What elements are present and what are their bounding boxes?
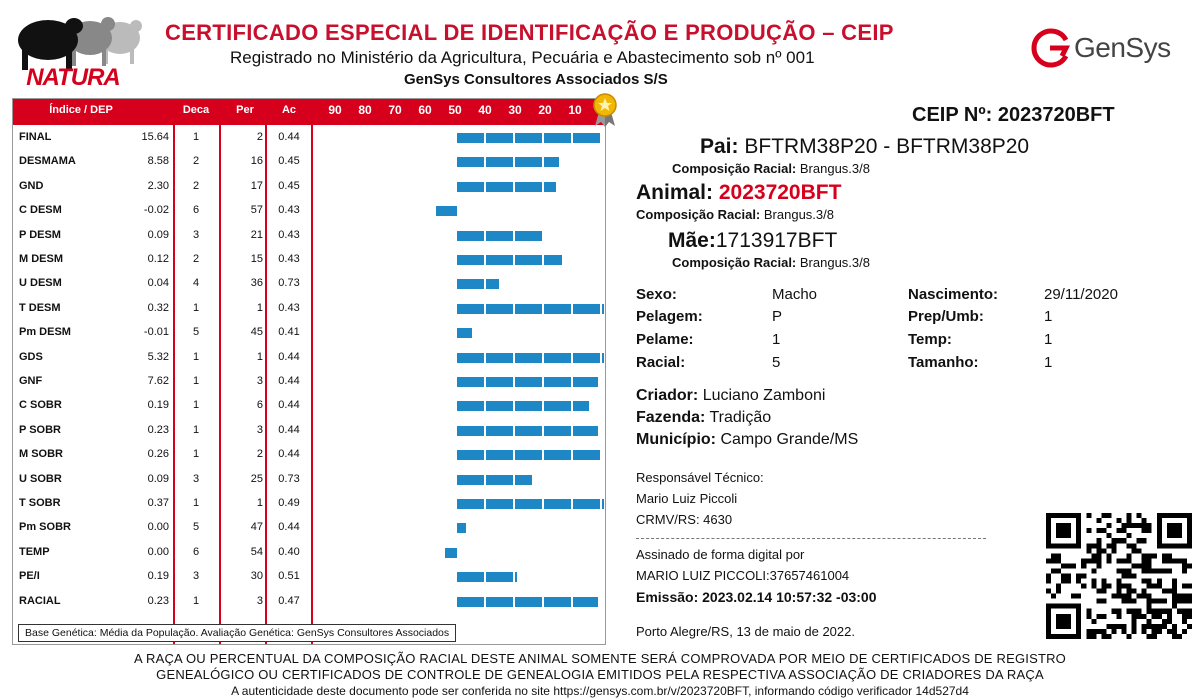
deca-value: 1: [192, 497, 200, 509]
ac-value: 0.44: [278, 131, 300, 143]
per-value: 1: [256, 497, 263, 509]
ac-value: 0.44: [278, 448, 300, 461]
deca-value: 3: [192, 570, 200, 583]
temp-label: Temp:: [908, 331, 952, 348]
col-deca: Deca: [182, 104, 210, 116]
dep-value: -0.01: [143, 326, 169, 339]
table-row: [13, 272, 605, 296]
footer-line-1: A RAÇA OU PERCENTUAL DA COMPOSIÇÃO RACIAL DESTE ANIMAL SOMENTE SERÁ COMPROVADA POR MEIO DE CERTIFICADOS DE REGISTRO: [134, 651, 1066, 666]
deca-value: 2: [192, 253, 200, 265]
table-row: [13, 590, 605, 614]
deca-value: 4: [192, 277, 200, 290]
deca-value: 1: [192, 301, 200, 314]
per-value: 36: [250, 277, 263, 290]
index-name: TEMP: [19, 545, 50, 558]
nascimento-value: 29/11/2020: [1044, 286, 1118, 303]
signed-line: Assinado de forma digital por: [636, 547, 805, 562]
dep-value: 0.00: [147, 521, 169, 534]
per-value: 1: [256, 350, 263, 363]
dep-value: 0.26: [147, 448, 169, 461]
scale-label: 70: [388, 103, 402, 117]
mae-comp-value: Brangus.3/8: [799, 255, 870, 270]
index-name: DESMAMA: [19, 155, 76, 168]
percentile-bar: [457, 328, 472, 338]
municipio-value: Campo Grande/MS: [720, 431, 859, 448]
table-row: [13, 468, 605, 492]
dep-value: 0.37: [147, 497, 169, 509]
table-row: [13, 126, 605, 150]
ac-value: 0.43: [278, 253, 300, 265]
deca-value: 1: [192, 399, 200, 412]
index-name: P SOBR: [19, 423, 61, 436]
ac-value: 0.45: [278, 155, 300, 168]
comp-label: Composição Racial:: [672, 161, 797, 176]
dep-value: 0.09: [147, 228, 169, 241]
ac-value: 0.49: [278, 497, 300, 509]
scale-label: 20: [538, 103, 552, 117]
table-row: [13, 492, 605, 516]
index-name: M SOBR: [19, 448, 63, 461]
table-row: [13, 370, 605, 394]
per-value: 47: [250, 521, 263, 534]
animal-composition: [636, 207, 834, 222]
per-value: 6: [256, 399, 263, 412]
company-name: GenSys Consultores Associados S/S: [404, 71, 668, 88]
percentile-bar: [457, 475, 532, 485]
dep-value: 0.19: [147, 399, 169, 412]
ac-value: 0.44: [278, 375, 300, 387]
sexo-label: Sexo:: [636, 286, 677, 303]
ac-value: 0.73: [278, 472, 300, 485]
percentile-bar: [457, 401, 589, 411]
municipio-label: Município:: [636, 431, 716, 448]
percentile-bar: [457, 426, 598, 436]
deca-value: 1: [192, 350, 200, 363]
index-name: U DESM: [19, 277, 62, 290]
ac-value: 0.43: [278, 301, 300, 314]
registration-line: Registrado no Ministério da Agricultura, Pecuária e Abastecimento sob nº 001: [230, 48, 815, 67]
criador-line: [636, 387, 825, 405]
per-value: 3: [256, 375, 263, 387]
mae-line: [668, 229, 837, 253]
pai-line: [700, 135, 1029, 159]
percentile-bar: [457, 304, 604, 314]
deca-value: 2: [192, 179, 200, 192]
index-name: M DESM: [19, 253, 63, 265]
racial-value: 5: [772, 354, 781, 371]
percentile-bar: [436, 206, 457, 216]
col-per: Per: [236, 104, 254, 116]
deca-value: 1: [192, 375, 200, 387]
nascimento-label: Nascimento:: [908, 286, 999, 303]
index-name: Pm SOBR: [19, 521, 71, 534]
temp-value: 1: [1044, 331, 1053, 348]
mae-label: Mãe:: [668, 229, 716, 252]
municipio-line: [636, 431, 858, 449]
deca-value: 3: [192, 472, 200, 485]
deca-value: 3: [192, 228, 200, 241]
per-value: 57: [250, 204, 263, 217]
dep-value: 0.19: [147, 570, 169, 583]
deca-value: 1: [192, 448, 200, 461]
deca-value: 5: [192, 326, 200, 339]
table-row: [13, 516, 605, 540]
index-name: GDS: [19, 350, 43, 363]
place-date: Porto Alegre/RS, 13 de maio de 2022.: [636, 624, 855, 639]
percentile-bar: [457, 597, 598, 607]
per-value: 25: [250, 472, 263, 485]
ac-value: 0.44: [278, 423, 300, 436]
natura-logo: [8, 4, 143, 92]
fazenda-label: Fazenda:: [636, 409, 706, 426]
dep-value: 15.64: [141, 131, 169, 143]
percentile-bar: [457, 523, 466, 533]
footer-line-2: GENEALÓGICO OU CERTIFICADOS DE CONTROLE DE GENEALOGIA EMITIDOS PELA RESPECTIVA ASSOCIAÇÃO DE CRIADORES DA RAÇA: [156, 667, 1044, 682]
per-value: 3: [256, 423, 263, 436]
mae-composition: [672, 255, 870, 270]
per-value: 2: [256, 448, 263, 461]
ac-value: 0.43: [278, 228, 300, 241]
index-name: U SOBR: [19, 472, 62, 485]
base-genetica-note: Base Genética: Média da População. Avaliação Genética: GenSys Consultores Associados: [18, 624, 456, 642]
prep-label: Prep/Umb:: [908, 308, 984, 325]
scale-label: 90: [328, 103, 342, 117]
index-name: Pm DESM: [19, 326, 71, 339]
ac-value: 0.45: [278, 179, 300, 192]
deca-value: 6: [192, 204, 200, 217]
percentile-bar: [457, 450, 601, 460]
dep-value: 0.23: [147, 594, 169, 607]
table-row: [13, 419, 605, 443]
col-ac: Ac: [281, 104, 297, 116]
sexo-value: Macho: [772, 286, 818, 303]
dep-value: 0.12: [147, 253, 169, 265]
percentile-bar: [457, 377, 598, 387]
table-row: [13, 224, 605, 248]
gensys-logo: [1028, 24, 1198, 72]
table-header: [13, 99, 605, 125]
per-value: 54: [250, 545, 263, 558]
fazenda-value: Tradição: [709, 409, 772, 426]
table-row: [13, 565, 605, 589]
per-value: 16: [250, 155, 263, 168]
qr-code: [1046, 512, 1192, 640]
tamanho-value: 1: [1044, 354, 1053, 371]
percentile-bar: [457, 353, 604, 363]
table-row: [13, 394, 605, 418]
responsavel-name: Mario Luiz Piccoli: [636, 491, 738, 506]
dep-value: 0.32: [147, 301, 169, 314]
scale-label: 60: [418, 103, 432, 117]
prep-value: 1: [1044, 308, 1053, 325]
dep-value: 0.23: [147, 423, 169, 436]
animal-comp-value: Brangus.3/8: [763, 207, 834, 222]
index-name: PE/I: [19, 570, 40, 583]
table-row: [13, 297, 605, 321]
table-row: [13, 248, 605, 272]
ac-value: 0.47: [278, 594, 300, 607]
medal-icon: [591, 92, 619, 128]
deca-value: 5: [192, 521, 200, 534]
index-name: FINAL: [19, 131, 52, 143]
footer-line-3: A autenticidade deste documento pode ser conferida no site https://gensys.com.br/v/2023720BFT, informando código verificador 14d527d4: [231, 684, 969, 698]
signer: MARIO LUIZ PICCOLI:37657461004: [636, 568, 850, 583]
index-name: P DESM: [19, 228, 61, 241]
table-row: [13, 443, 605, 467]
percentile-bar: [457, 499, 604, 509]
ac-value: 0.41: [278, 326, 300, 339]
per-value: 21: [250, 228, 263, 241]
percentile-bar: [457, 231, 544, 241]
per-value: 1: [256, 301, 263, 314]
deca-value: 6: [192, 545, 200, 558]
pai-label: Pai:: [700, 135, 739, 158]
scale-label: 40: [478, 103, 492, 117]
deca-value: 2: [192, 155, 200, 168]
dep-value: 7.62: [147, 375, 169, 387]
per-value: 17: [250, 179, 263, 192]
natura-brand: NATURA: [26, 64, 120, 91]
index-name: GNF: [19, 375, 43, 387]
fazenda-line: [636, 409, 771, 427]
comp-label: Composição Racial:: [636, 207, 761, 222]
crmv: CRMV/RS: 4630: [636, 512, 733, 527]
percentile-bar: [457, 182, 556, 192]
index-name: T DESM: [19, 301, 61, 314]
table-row: [13, 150, 605, 174]
dep-value: 8.58: [147, 155, 169, 168]
pelame-value: 1: [772, 331, 781, 348]
ac-value: 0.44: [278, 521, 300, 534]
per-value: 30: [250, 570, 263, 583]
table-row: [13, 199, 605, 223]
index-name: RACIAL: [19, 594, 61, 607]
ac-value: 0.44: [278, 350, 300, 363]
ac-value: 0.44: [278, 399, 300, 412]
dep-value: 2.30: [147, 179, 169, 192]
percentile-bar: [445, 548, 457, 558]
ceip-number: [912, 104, 1115, 127]
gensys-swirl-icon: [1028, 26, 1072, 70]
index-name: C DESM: [19, 204, 62, 217]
percentile-bar: [457, 572, 517, 582]
animal-label: Animal:: [636, 181, 714, 204]
per-value: 45: [250, 326, 263, 339]
dep-value: 0.04: [147, 277, 169, 290]
criador-label: Criador:: [636, 387, 699, 404]
pai-value: BFTRM38P20 - BFTRM38P20: [744, 135, 1030, 158]
ac-value: 0.43: [278, 204, 300, 217]
ac-value: 0.73: [278, 277, 300, 290]
deca-value: 1: [192, 423, 200, 436]
index-name: T SOBR: [19, 497, 61, 509]
animal-value: 2023720BFT: [718, 181, 842, 204]
ac-value: 0.51: [278, 570, 300, 583]
pai-comp-value: Brangus.3/8: [799, 161, 870, 176]
per-value: 2: [256, 131, 263, 143]
percentile-bar: [457, 279, 499, 289]
scale-label: 80: [358, 103, 372, 117]
percentile-bar: [457, 133, 601, 143]
dep-value: 0.00: [147, 545, 169, 558]
responsavel-label: Responsável Técnico:: [636, 470, 764, 485]
table-row: [13, 346, 605, 370]
percentile-bar: [457, 157, 559, 167]
dep-value: -0.02: [143, 204, 169, 217]
signature-divider: [636, 538, 986, 539]
scale-label: 30: [508, 103, 522, 117]
index-name: GND: [19, 179, 44, 192]
per-value: 3: [256, 594, 263, 607]
criador-value: Luciano Zamboni: [702, 387, 826, 404]
dep-table: [12, 98, 606, 645]
percentile-bar: [457, 255, 562, 265]
per-value: 15: [250, 253, 263, 265]
pelagem-value: P: [772, 308, 783, 325]
racial-label: Racial:: [636, 354, 686, 371]
deca-value: 1: [192, 131, 200, 143]
deca-value: 1: [192, 594, 200, 607]
pai-composition: [672, 161, 870, 176]
dep-value: 0.09: [147, 472, 169, 485]
table-row: [13, 541, 605, 565]
index-name: C SOBR: [19, 399, 62, 412]
col-indice-dep: Índice / DEP: [49, 104, 113, 116]
mae-value: 1713917BFT: [715, 229, 838, 252]
ceip-label: CEIP Nº:: [912, 104, 993, 126]
ceip-value: 2023720BFT: [997, 104, 1115, 126]
comp-label: Composição Racial:: [672, 255, 797, 270]
animal-line: [636, 181, 841, 205]
gensys-brand: GenSys: [1074, 32, 1171, 63]
table-row: [13, 321, 605, 345]
table-row: [13, 175, 605, 199]
ac-value: 0.40: [278, 545, 300, 558]
dep-value: 5.32: [147, 350, 169, 363]
pelame-label: Pelame:: [636, 331, 694, 348]
scale-label: 50: [448, 103, 462, 117]
emissao: Emissão: 2023.02.14 10:57:32 -03:00: [636, 589, 877, 605]
scale-label: 10: [568, 103, 582, 117]
page-title: CERTIFICADO ESPECIAL DE IDENTIFICAÇÃO E PRODUÇÃO – CEIP: [165, 20, 894, 45]
tamanho-label: Tamanho:: [908, 354, 979, 371]
pelagem-label: Pelagem:: [636, 308, 703, 325]
